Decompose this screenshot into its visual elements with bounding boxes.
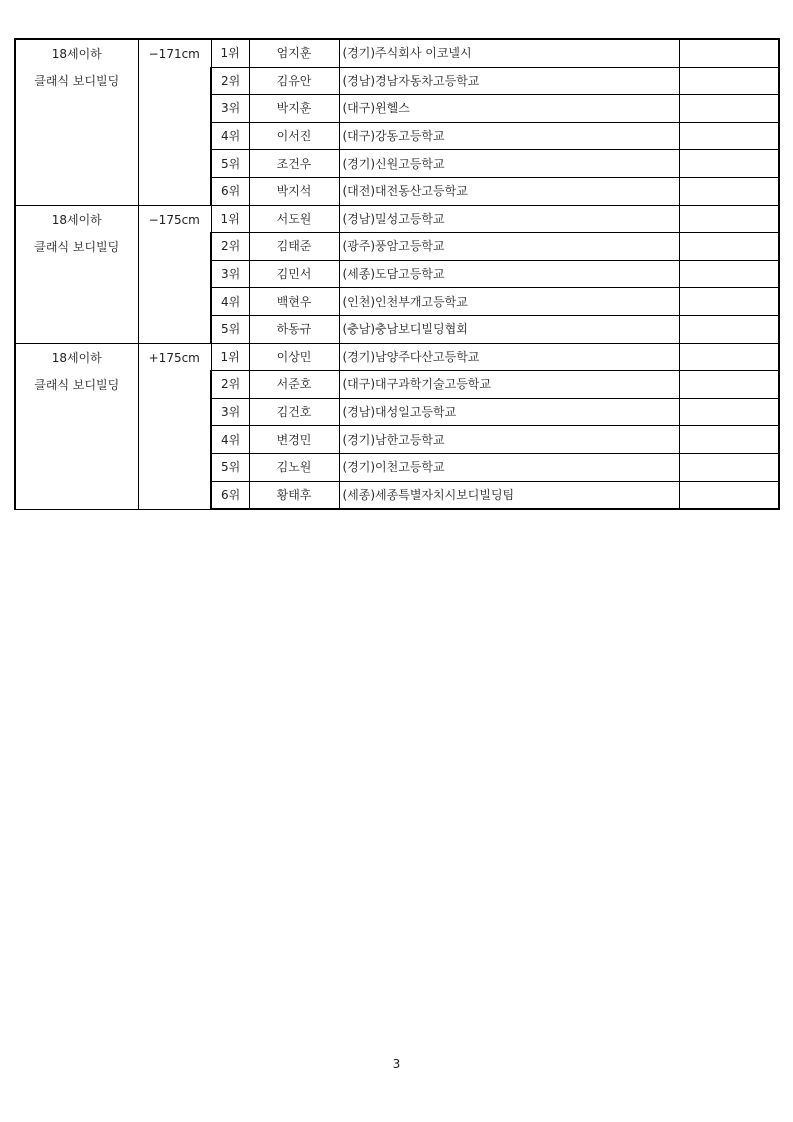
age-group-label: 18세이하	[51, 350, 102, 365]
division-label: 클래식 보디빌딩	[34, 74, 120, 88]
team-cell: (대전)대전동산고등학교	[339, 177, 679, 205]
rank-cell: 4위	[211, 426, 249, 454]
rank-cell: 5위	[211, 315, 249, 343]
category-cell	[15, 205, 138, 343]
athlete-name-cell: 박지훈	[249, 95, 339, 123]
page-number: 3	[392, 1057, 401, 1071]
height-class-cell: −171cm	[138, 39, 211, 205]
rank-cell: 5위	[211, 150, 249, 178]
note-cell	[679, 426, 779, 454]
athlete-name-cell: 변경민	[249, 426, 339, 454]
rank-cell: 2위	[211, 371, 249, 399]
note-cell	[679, 150, 779, 178]
team-cell: (세종)도담고등학교	[339, 260, 679, 288]
note-cell	[679, 122, 779, 150]
rank-cell: 1위	[211, 343, 249, 371]
team-cell: (경남)대성일고등학교	[339, 398, 679, 426]
team-cell: (인천)인천부개고등학교	[339, 288, 679, 316]
note-cell	[679, 288, 779, 316]
note-cell	[679, 177, 779, 205]
rank-cell: 4위	[211, 122, 249, 150]
rank-cell: 3위	[211, 95, 249, 123]
category-cell	[15, 39, 138, 205]
category-cell	[15, 343, 138, 509]
rank-cell: 6위	[211, 481, 249, 509]
note-cell	[679, 39, 779, 67]
athlete-name-cell: 박지석	[249, 177, 339, 205]
note-cell	[679, 67, 779, 95]
team-cell: (대구)윈헬스	[339, 95, 679, 123]
athlete-name-cell: 백현우	[249, 288, 339, 316]
rank-cell: 1위	[211, 39, 249, 67]
table-row	[15, 343, 779, 371]
team-cell: (충남)충남보디빌딩협회	[339, 315, 679, 343]
team-cell: (경기)이천고등학교	[339, 453, 679, 481]
athlete-name-cell: 황태후	[249, 481, 339, 509]
height-class-cell: −175cm	[138, 205, 211, 343]
athlete-name-cell: 조건우	[249, 150, 339, 178]
note-cell	[679, 453, 779, 481]
note-cell	[679, 233, 779, 261]
team-cell: (경기)신원고등학교	[339, 150, 679, 178]
results-body	[15, 39, 779, 509]
age-group-label: 18세이하	[51, 47, 102, 61]
athlete-name-cell: 김건호	[249, 398, 339, 426]
team-cell: (경남)경남자동차고등학교	[339, 67, 679, 95]
athlete-name-cell: 하동규	[249, 315, 339, 343]
age-group-label: 18세이하	[51, 212, 102, 227]
athlete-name-cell: 서준호	[249, 371, 339, 399]
table-row	[15, 205, 779, 233]
note-cell	[679, 343, 779, 371]
table-row	[15, 39, 779, 67]
team-cell: (대구)대구과학기술고등학교	[339, 371, 679, 399]
note-cell	[679, 205, 779, 233]
athlete-name-cell: 이상민	[249, 343, 339, 371]
athlete-name-cell: 김태준	[249, 233, 339, 261]
team-cell: (경기)남양주다산고등학교	[339, 343, 679, 371]
rank-cell: 3위	[211, 398, 249, 426]
rank-cell: 4위	[211, 288, 249, 316]
rank-cell: 2위	[211, 67, 249, 95]
team-cell: (경남)밀성고등학교	[339, 205, 679, 233]
rank-cell: 3위	[211, 260, 249, 288]
note-cell	[679, 371, 779, 399]
note-cell	[679, 398, 779, 426]
athlete-name-cell: 서도원	[249, 205, 339, 233]
athlete-name-cell: 김유안	[249, 67, 339, 95]
division-label: 클래식 보디빌딩	[34, 239, 120, 254]
athlete-name-cell: 김민서	[249, 260, 339, 288]
team-cell: (경기)남한고등학교	[339, 426, 679, 454]
team-cell: (경기)주식회사 이코넬시	[339, 39, 679, 67]
team-cell: (세종)세종특별자치시보디빌딩팀	[339, 481, 679, 509]
division-label: 클래식 보디빌딩	[34, 377, 120, 392]
athlete-name-cell: 엄지훈	[249, 39, 339, 67]
rank-cell: 5위	[211, 453, 249, 481]
height-class-cell: +175cm	[138, 343, 211, 509]
results-table	[14, 38, 780, 510]
team-cell: (광주)풍암고등학교	[339, 233, 679, 261]
rank-cell: 6위	[211, 177, 249, 205]
note-cell	[679, 315, 779, 343]
athlete-name-cell: 김노원	[249, 453, 339, 481]
note-cell	[679, 95, 779, 123]
rank-cell: 2위	[211, 233, 249, 261]
rank-cell: 1위	[211, 205, 249, 233]
note-cell	[679, 260, 779, 288]
note-cell	[679, 481, 779, 509]
athlete-name-cell: 이서진	[249, 122, 339, 150]
team-cell: (대구)강동고등학교	[339, 122, 679, 150]
